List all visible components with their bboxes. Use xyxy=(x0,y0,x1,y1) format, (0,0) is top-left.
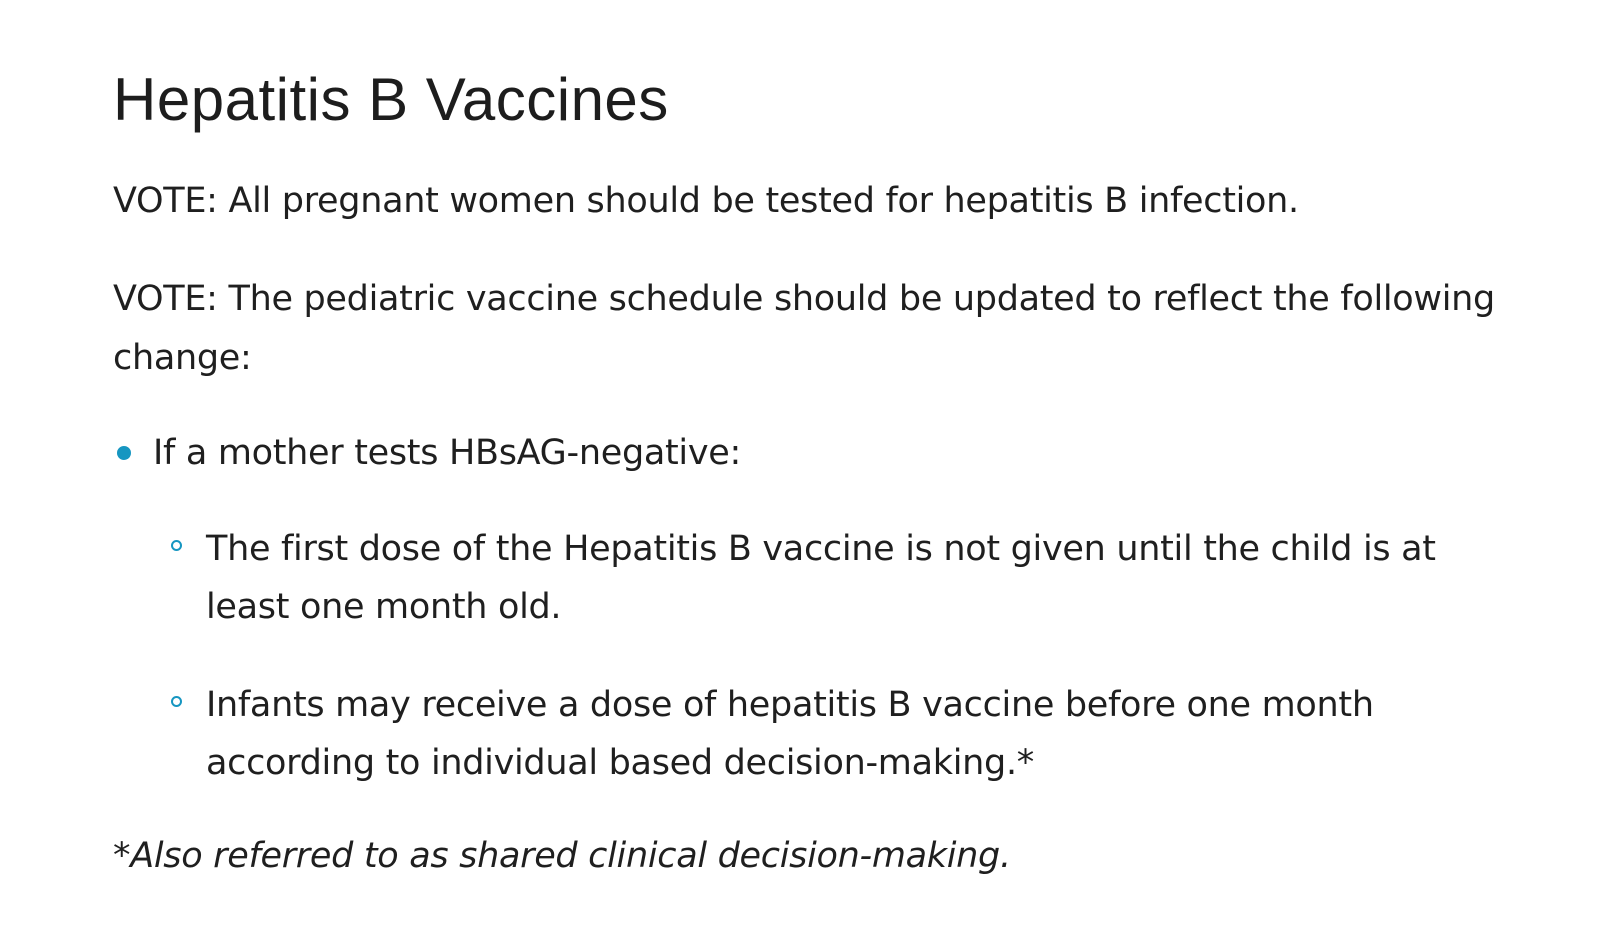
list-item-text: If a mother tests HBsAG-negative: xyxy=(153,433,741,473)
circle-bullet-icon xyxy=(171,696,182,707)
list-item xyxy=(113,424,1553,483)
page-title: Hepatitis B Vaccines xyxy=(113,66,669,133)
sub-list-item-text: Infants may receive a dose of hepatitis B vaccine before one month according to individual based decision-making.* xyxy=(206,685,1374,783)
sub-list xyxy=(168,676,1498,792)
sub-list-item-text: The first dose of the Hepatitis B vaccine is not given until the child is at least one month old. xyxy=(206,529,1436,627)
bullet-list xyxy=(113,424,1553,483)
vote-paragraph-1: VOTE: All pregnant women should be tested for hepatitis B infection. xyxy=(113,181,1299,221)
circle-bullet-icon xyxy=(171,540,182,551)
sub-list-item xyxy=(168,520,1498,636)
footnote: *Also referred to as shared clinical decision-making. xyxy=(113,836,1011,876)
sub-list xyxy=(168,520,1498,636)
bullet-dot-icon xyxy=(117,446,131,460)
vote-paragraph-2: VOTE: The pediatric vaccine schedule should be updated to reflect the following change: xyxy=(113,279,1495,378)
sub-list-item xyxy=(168,676,1498,792)
